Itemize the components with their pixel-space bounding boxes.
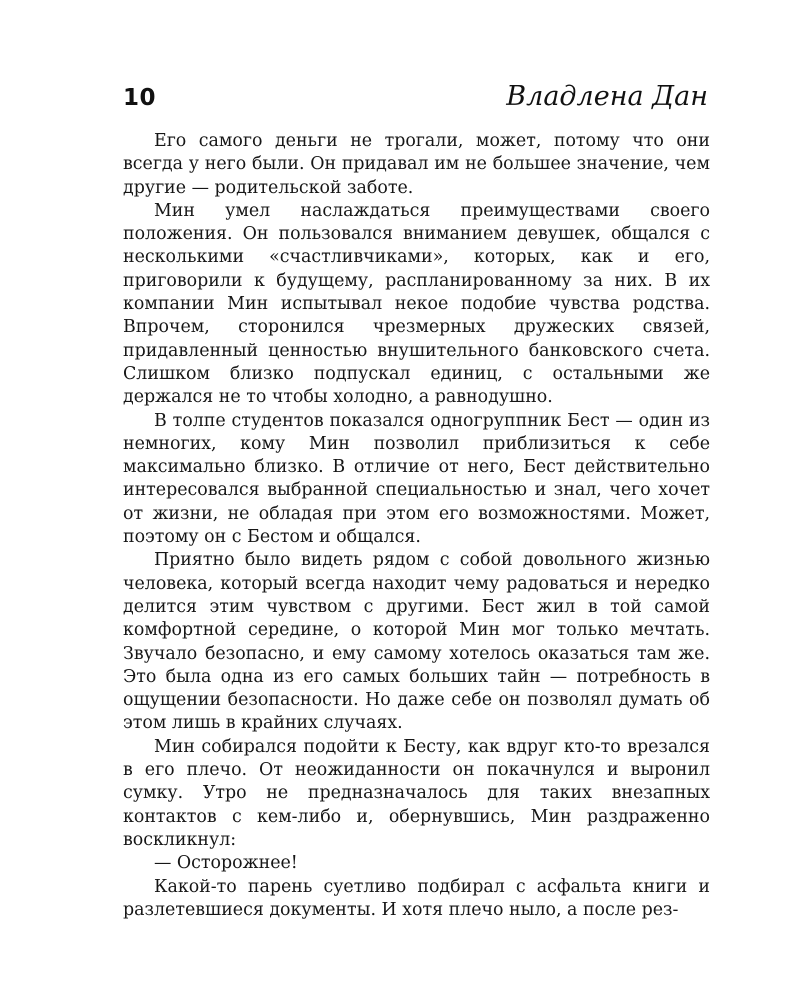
paragraph: В толпе студентов показался одногруппник Бест — один из немногих, кому Мин позволил приблизиться к себе максимально близко. В отличие от него, Бест действительно интересовался выбранной специальностью и знал, чего хочет от жизни, не обладая при этом его возможностями. Может, поэтому он с Бестом и общался.: [123, 410, 710, 548]
paragraph: Его самого деньги не трогали, может, потому что они всегда у него были. Он придавал им не большее значение, чем другие — родительской заботе.: [123, 131, 710, 198]
paragraph: Приятно было видеть рядом с собой довольного жизнью человека, который всегда находит чему радоваться и нередко делится этим чувством с другими. Бест жил в той самой комфортной середине, о которой Мин мог только мечтать. Звучало безопасно, и ему самому хотелось оказаться там же. Это была одна из его самых больших тайн — потребность в ощущении безопасности. Но даже себе он позволял думать об этом лишь в крайних случаях.: [123, 550, 710, 734]
body-text: [123, 130, 710, 922]
paragraph: Мин собирался подойти к Бесту, как вдруг кто-то врезался в его плечо. От неожиданности он покачнулся и выронил сумку. Утро не предназначалось для таких внезапных контактов с кем-либо и, обернувшись, Мин раздраженно воскликнул:: [123, 736, 710, 850]
running-header-author: Владлена Дан: [506, 81, 708, 112]
paragraph: Мин умел наслаждаться преимуществами своего положения. Он пользовался вниманием девушек, общался с несколькими «счастливчиками», которых, как и его, приговорили к будущему, распланированному за них. В их компании Мин испытывал некое подобие чувства родства. Впрочем, сторонился чрезмерных дружеских связей, придавленный ценностью внушительного банковского счета. Слишком близко подпускал единиц, с остальными же держался не то чтобы холодно, а равнодушно.: [123, 200, 710, 408]
paragraph: Какой-то парень суетливо подбирал с асфальта книги и разлетевшиеся документы. И хотя плечо ныло, а после рез-: [123, 876, 710, 920]
page-number: 10: [123, 85, 157, 111]
dialogue-line: — Осторожнее!: [154, 853, 298, 874]
